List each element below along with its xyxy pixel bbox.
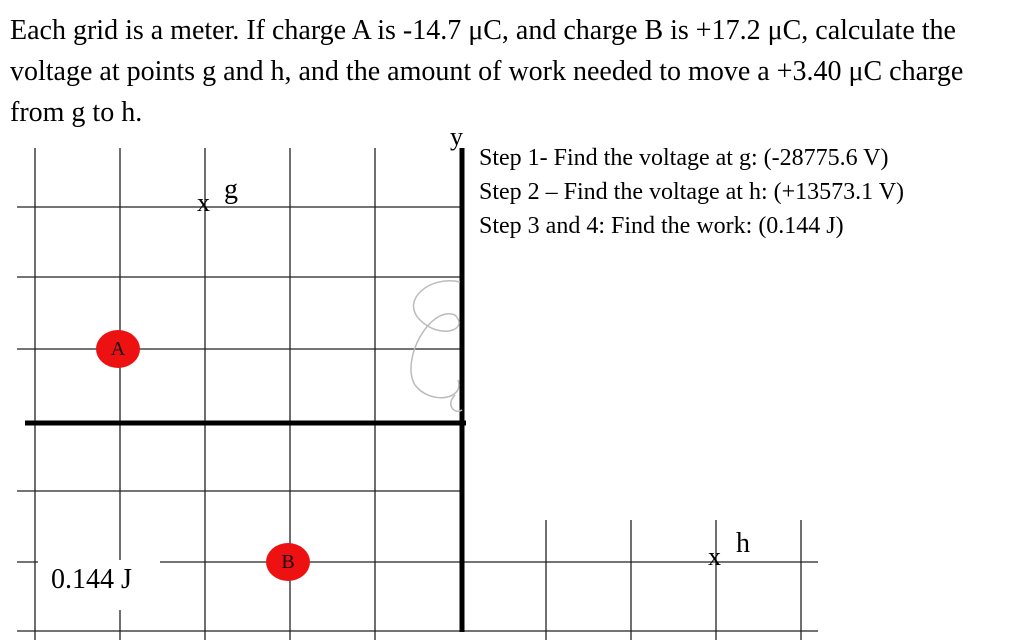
point-g-marker: x [197, 188, 210, 217]
point-h-marker: x [708, 542, 721, 571]
y-axis-label: y [450, 122, 463, 151]
step-1: Step 1- Find the voltage at g: (-28775.6 V) [479, 145, 889, 171]
point-h-label: h [736, 528, 750, 559]
step-2: Step 2 – Find the voltage at h: (+13573.1 V) [479, 179, 905, 205]
charge-b-label: B [281, 550, 295, 573]
charge-b [266, 543, 310, 581]
point-g-label: g [224, 174, 238, 205]
solution-steps [479, 141, 904, 243]
scribble-mark [411, 281, 462, 412]
charge-a [96, 330, 140, 368]
charge-a-label: A [110, 337, 126, 360]
problem-statement: Each grid is a meter. If charge A is -14.7 μC, and charge B is +17.2 μC, calculate the voltage at points g and h, and the amount of work needed to move a +3.40 μC charge from g to h. [10, 15, 964, 128]
answer-text: 0.144 J [51, 564, 132, 595]
step-3: Step 3 and 4: Find the work: (0.144 J) [479, 213, 844, 239]
